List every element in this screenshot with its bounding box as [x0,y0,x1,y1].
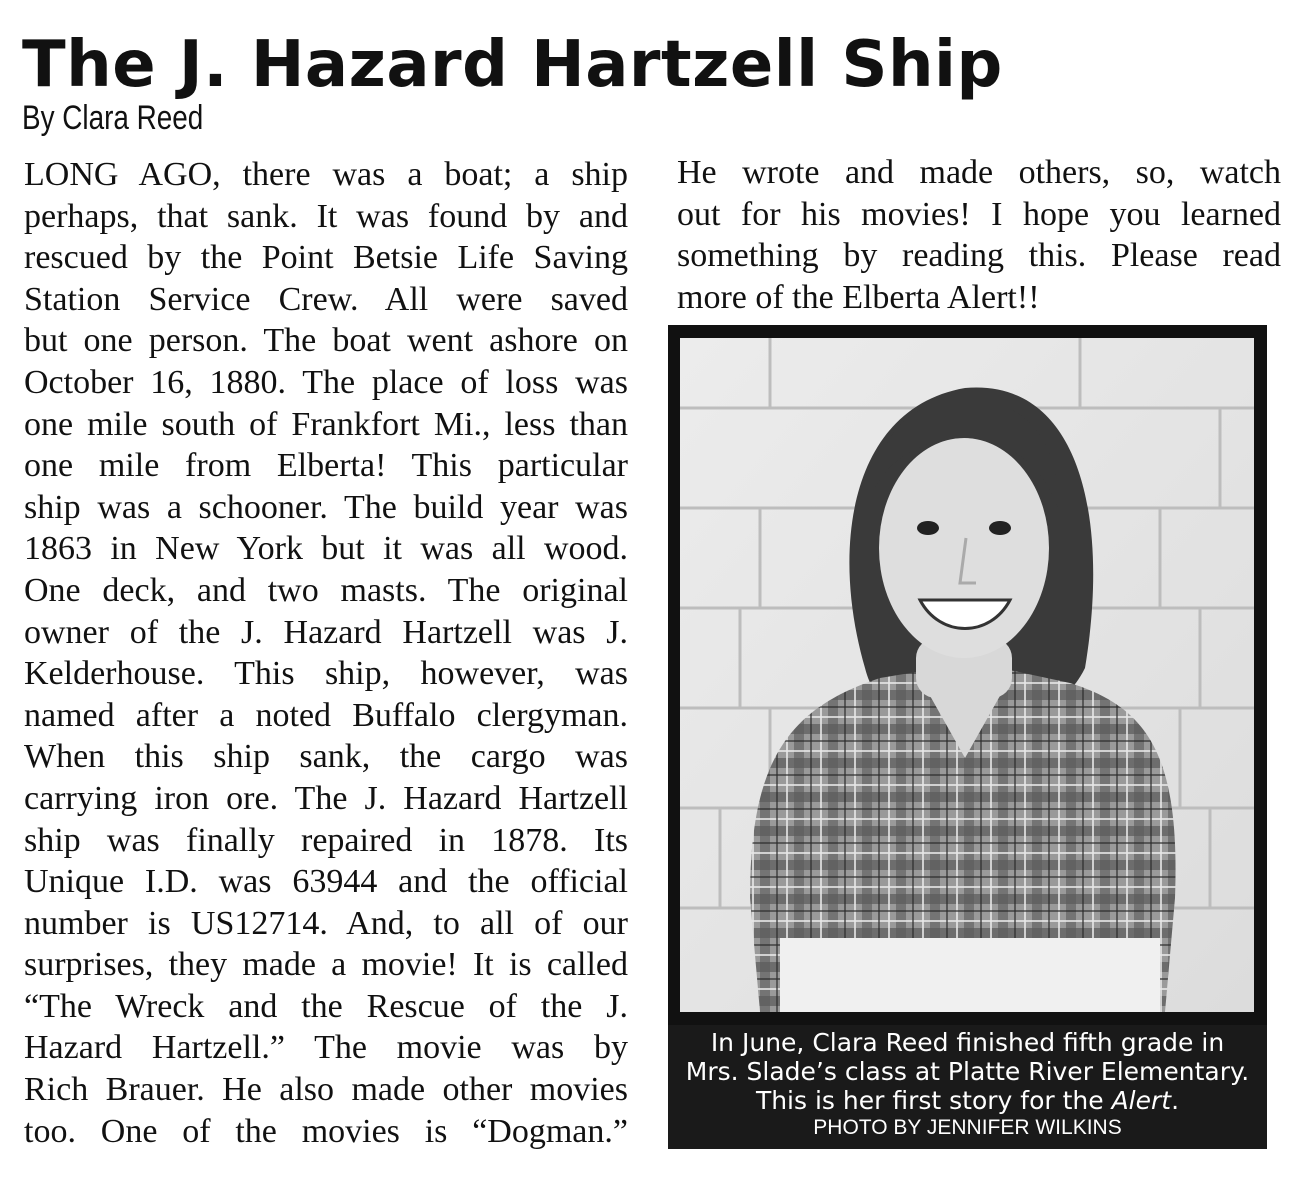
body-line: more of the Elberta Alert!! [677,278,1040,316]
body-line: surprises, they made a movie! It is called [24,946,628,984]
body-line: ship was a schooner. The build year was [24,488,628,526]
body-line: perhaps, that sank. It was found by and [24,197,628,235]
body-line: owner of the J. Hazard Hartzell was J. [24,613,628,651]
article-body-column-2 [677,152,1281,318]
body-line: 1863 in New York but it was all wood. [24,530,628,568]
body-line: but one person. The boat went ashore on [24,322,628,360]
portrait-photo [680,338,1254,1012]
body-line: Station Service Crew. All were saved [24,280,628,318]
body-line: He wrote and made others, so, watch [677,154,1281,191]
body-line: number is US12714. And, to all of our [24,904,628,942]
body-line: out for his movies! I hope you learned [677,195,1281,233]
caption-line-3 [668,1086,1267,1115]
body-line: When this ship sank, the cargo was [24,738,628,776]
article-byline: By Clara Reed [22,99,204,137]
body-line: LONG AGO, there was a boat; a ship [24,156,628,193]
body-line: carrying iron ore. The J. Hazard Hartzell [24,779,628,817]
article-headline: The J. Hazard Hartzell Ship [22,28,1003,102]
caption-line-3-text: This is her first story for the [755,1086,1112,1115]
body-line: named after a noted Buffalo clergyman. [24,696,628,734]
body-line: Unique I.D. was 63944 and the official [24,863,628,901]
body-line: Hazard Hartzell.” The movie was by [24,1029,628,1067]
body-line: rescued by the Point Betsie Life Saving [24,239,628,277]
body-line: one mile south of Frankfort Mi., less than [24,405,628,443]
caption-line-1: In June, Clara Reed finished fifth grade in [710,1028,1225,1057]
body-line: Rich Brauer. He also made other movies [24,1071,628,1109]
body-line: one mile from Elberta! This particular [24,447,628,485]
article-body-column-1 [24,154,628,1152]
portrait-illustration [680,338,1254,1012]
body-line: ship was finally repaired in 1878. Its [24,821,628,859]
body-line: something by reading this. Please read [677,237,1281,274]
caption-line-3-end: . [1171,1086,1180,1115]
body-line: One deck, and two masts. The original [24,571,628,609]
caption-publication-name: Alert [1111,1086,1172,1115]
body-line: too. One of the movies is “Dogman.” [24,1112,628,1150]
body-line: “The Wreck and the Rescue of the J. [24,987,628,1025]
photo-credit: PHOTO BY JENNIFER WILKINS [813,1116,1122,1139]
body-line: Kelderhouse. This ship, however, was [24,655,628,693]
caption-line-2: Mrs. Slade’s class at Platte River Elementary. [685,1057,1250,1086]
body-line: October 16, 1880. The place of loss was [24,363,628,401]
photo-caption [668,1025,1267,1149]
